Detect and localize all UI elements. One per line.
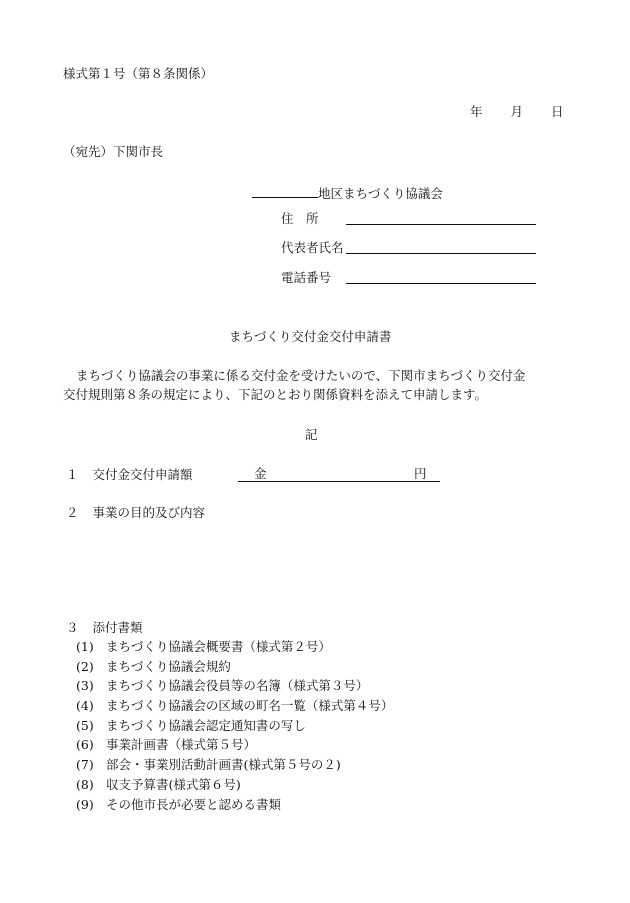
attachment-text: 事業計画書（様式第５号） <box>106 737 257 753</box>
list-item <box>76 659 393 679</box>
attachment-num: (3) <box>76 678 94 694</box>
attachment-text: まちづくり協議会概要書（様式第２号） <box>106 639 331 654</box>
date-day: 日 <box>551 104 564 119</box>
body-line-1: まちづくり協議会の事業に係る交付金を受けたいので、下関市まちづくり交付金 <box>76 368 526 383</box>
date-row <box>470 104 564 120</box>
list-item <box>76 698 393 718</box>
attachment-text: まちづくり協議会規約 <box>106 658 231 674</box>
section-3-label: 添付書類 <box>92 620 143 635</box>
attachment-text: その他市長が必要と認める書類 <box>106 796 282 812</box>
section-1-num: １ <box>66 467 79 482</box>
addressee: （宛先）下関市長 <box>63 144 164 159</box>
form-id: 様式第１号（第８条関係） <box>63 66 214 81</box>
address-row <box>281 211 319 227</box>
attachment-num: (5) <box>76 717 94 733</box>
phone-label: 電話番号 <box>281 270 332 285</box>
document-title: まちづくり交付金交付申請書 <box>229 329 392 344</box>
attachment-text: まちづくり協議会役員等の名簿（様式第３号） <box>106 678 369 694</box>
attachment-list <box>76 639 393 816</box>
list-item <box>76 737 393 757</box>
amount-prefix: 金 <box>254 466 267 481</box>
ki-mark: 記 <box>305 427 318 442</box>
section-1-label: 交付金交付申請額 <box>92 467 193 482</box>
attachment-text: 部会・事業別活動計画書(様式第５号の２) <box>106 757 341 773</box>
attachment-text: まちづくり協議会認定通知書の写し <box>106 717 306 733</box>
section-2-num: ２ <box>66 505 79 520</box>
attachment-num: (1) <box>76 639 94 654</box>
amount-suffix: 円 <box>414 466 427 481</box>
attachment-text: まちづくり協議会の区域の町名一覧（様式第４号） <box>106 698 394 714</box>
list-item <box>76 757 393 777</box>
org-name-blank[interactable] <box>252 183 318 198</box>
list-item <box>76 797 393 817</box>
representative-label: 代表者氏名 <box>281 240 344 255</box>
attachment-text: 収支予算書(様式第６号) <box>106 776 241 792</box>
representative-blank[interactable] <box>346 239 536 254</box>
phone-row <box>281 270 331 286</box>
section-2 <box>66 505 205 521</box>
address-blank[interactable] <box>346 210 536 225</box>
list-item <box>76 639 393 659</box>
address-label: 住 所 <box>281 211 319 226</box>
section-3-num: ３ <box>66 620 79 635</box>
attachment-num: (4) <box>76 698 94 714</box>
attachment-num: (6) <box>76 737 94 753</box>
attachment-num: (7) <box>76 757 94 773</box>
section-1 <box>66 467 193 483</box>
org-suffix: 地区まちづくり協議会 <box>318 186 443 201</box>
representative-row <box>281 240 344 256</box>
list-item <box>76 777 393 797</box>
body-line-2: 交付規則第８条の規定により、下記のとおり関係資料を添えて申請します。 <box>63 387 488 402</box>
phone-blank[interactable] <box>346 269 536 284</box>
date-year: 年 <box>470 104 483 119</box>
attachment-num: (2) <box>76 658 94 674</box>
attachment-num: (8) <box>76 776 94 792</box>
list-item <box>76 718 393 738</box>
list-item <box>76 678 393 698</box>
date-month: 月 <box>510 104 524 119</box>
section-3 <box>66 620 143 636</box>
applicant-org <box>252 183 443 202</box>
section-2-label: 事業の目的及び内容 <box>92 505 206 520</box>
attachment-num: (9) <box>76 796 94 812</box>
amount-field[interactable] <box>238 465 440 482</box>
